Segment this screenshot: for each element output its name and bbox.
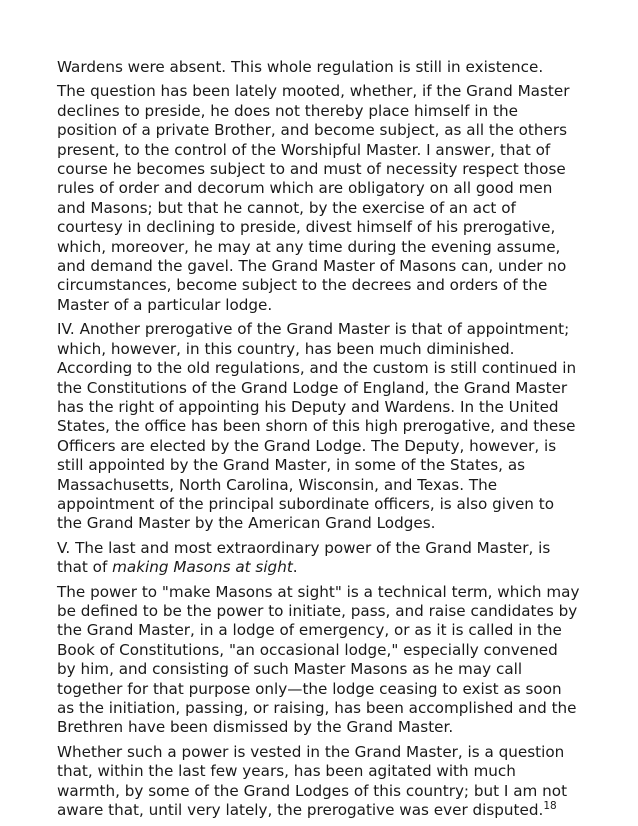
document-page — [57, 58, 581, 825]
paragraph-1 — [57, 58, 581, 77]
paragraph-4 — [57, 539, 581, 578]
paragraph-6-text: Whether such a power is vested in the Grand Master, is a question that, within the last few years, has been agitated with much warmth, by some of the Grand Lodges of this country; but I am not aware that, until very lately, the prerogative was ever disputed. — [57, 742, 568, 820]
paragraph-4-text: V. The last and most extraordinary power of the Grand Master, is that of — [57, 538, 551, 577]
paragraph-4-italic: making Masons at sight — [112, 558, 293, 577]
paragraph-1-text: Wardens were absent. This whole regulation is still in existence. — [57, 58, 544, 76]
paragraph-5 — [57, 583, 581, 738]
paragraph-4-end: . — [292, 558, 298, 577]
paragraph-3 — [57, 320, 581, 533]
footnote-marker[interactable]: 18 — [543, 800, 557, 813]
paragraph-3-text: IV. Another prerogative of the Grand Master is that of appointment; which, however, in this country, has been much diminished. According to the old regulations, and the custom is still continued in the Constitutions of the Grand Lodge of England, the Grand Master has the right of appointing his Deputy and Wardens. In the United States, the office has been shorn of this high prerogative, and these Officers are elected by the Grand Lodge. The Deputy, however, is still appointed by the Grand Master, in some of the States, as Massachusetts, North Carolina, Wisconsin, and Texas. The appointment of the principal subordinate officers, is also given to the Grand Master by the American Grand Lodges. — [57, 320, 577, 533]
paragraph-2-text: The question has been lately mooted, whether, if the Grand Master declines to preside, he does not thereby place himself in the position of a private Brother, and become subject, as all the others present, to the control of the Worshipful Master. I answer, that of course he becomes subject to and must of necessity respect those rules of order and decorum which are obligatory on all good men and Masons; but that he cannot, by the exercise of an act of courtesy in declining to preside, divest himself of his prerogative, which, moreover, he may at any time during the evening assume, and demand the gavel. The Grand Master of Masons can, under no circumstances, become subject to the decrees and orders of the Master of a particular lodge. — [57, 82, 570, 314]
paragraph-2 — [57, 82, 581, 315]
paragraph-6 — [57, 743, 581, 821]
paragraph-5-text: The power to "make Masons at sight" is a technical term, which may be defined to be the power to initiate, pass, and raise candidates by the Grand Master, in a lodge of emergency, or as it is called in the Book of Constitutions, "an occasional lodge," especially convened by him, and consisting of such Master Masons as he may call together for that purpose only—the lodge ceasing to exist as soon as the initiation, passing, or raising, has been accomplished and the Brethren have been dismissed by the Grand Master. — [57, 582, 580, 737]
